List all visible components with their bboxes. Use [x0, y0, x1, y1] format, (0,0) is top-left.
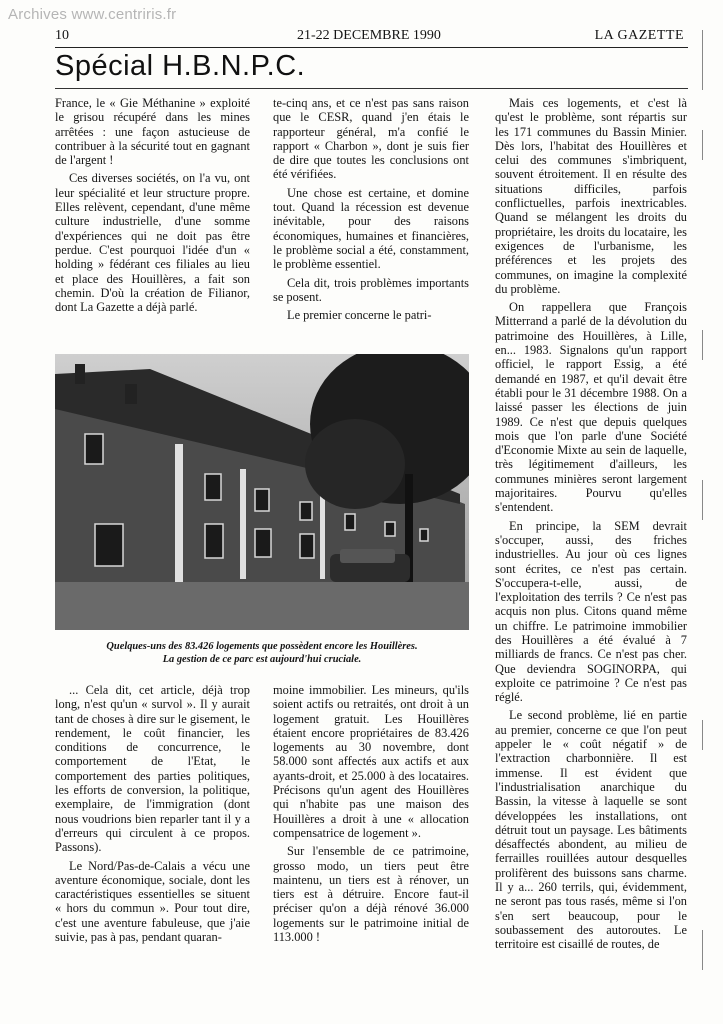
- scan-edge-mark: [702, 480, 709, 520]
- column-2-bottom: [273, 683, 469, 948]
- archive-watermark: Archives www.centriris.fr: [8, 6, 177, 23]
- scan-edge-mark: [702, 130, 709, 160]
- paragraph: Mais ces logements, et c'est là qu'est le problème, sont répartis sur les 171 communes du Bassin Minier. Dès lors, l'habitat des Houillères et celui des communes s'imbriquent, souvent étroitement. Il en résulte des situations difficiles, parfois conflictuelles, parfois inextricables. Quand se mélangent les droits du propriétaire, les droits du locataire, les exigences de l'urbanisme, les préférences et les projets des communes, on imagine la complexité du problème.: [495, 96, 687, 296]
- miners-houses-illustration: [55, 354, 469, 630]
- column-2-top: [273, 96, 469, 326]
- page-header: [55, 28, 688, 48]
- issue-date: 21-22 DECEMBRE 1990: [297, 28, 441, 43]
- paragraph: Une chose est certaine, et domine tout. Quand la récession est devenue inévitable, pour des raisons économiques, humaines et financières, le problème social a été, constamment, le problème essentiel.: [273, 185, 469, 272]
- title-rule: [55, 88, 688, 89]
- scan-edge-mark: [702, 30, 709, 90]
- column-3: [495, 96, 687, 956]
- paragraph: France, le « Gie Méthanine » exploité le grisou récupéré dans les mines arrêtées : une façon astucieuse de contribuer à la sécurité tout en gagnant de l'argent !: [55, 96, 250, 168]
- paragraph: Sur l'ensemble de ce patrimoine, grosso modo, un tiers peut être maintenu, un tiers est à rénover, un tiers est à détruire. Encore faut-il préciser qu'on a déjà rénové 36.000 logements sur le patrimoine initial de 113.000 !: [273, 844, 469, 945]
- page-number: 10: [55, 28, 69, 43]
- caption-line: La gestion de ce parc est aujourd'hui cruciale.: [162, 653, 362, 665]
- paragraph: Ces diverses sociétés, on l'a vu, ont leur spécialité et leur structure propre. Elles relèvent, cependant, d'une même culture industrielle, d'une somme d'expériences qui ne doit pas être perdue. C'est pourquoi l'idée d'un « holding » fédérant ces filiales au lieu et place des Houillères, a fait son chemin. D'où la création de Filianor, dont La Gazette a déjà parlé.: [55, 171, 250, 315]
- paragraph: moine immobilier. Les mineurs, qu'ils soient actifs ou retraités, ont droit à un logement gratuit. Les Houillères étaient encore propriétaires de 83.426 logements au 30 novembre, dont 58.000 sont affectés aux actifs et aux ayants-droit, et 25.000 à des locataires. Précisons qu'un agent des Houillères qui n'habite pas une maison des Houillères a droit à une « allocation compensatrice de logement ».: [273, 683, 469, 840]
- publication-name: LA GAZETTE: [594, 28, 684, 43]
- scan-edge-mark: [702, 930, 709, 970]
- paragraph: ... Cela dit, cet article, déjà trop long, n'est qu'un « survol ». Il y aurait tant de choses à dire sur le gisement, le rendement, le coût financier, les conditions de concurrence, le comportement de l'Etat, le comportement des parties politiques, les efforts de conversion, la politique, exemplaire, de l'immigration (dont nous voudrions bien reparler tant il y a d'erreurs qui circulent à ce propos. Passons).: [55, 683, 250, 855]
- column-1-top: [55, 96, 250, 318]
- header-rule: [55, 47, 688, 48]
- housing-photo: [55, 354, 469, 630]
- paragraph: te-cinq ans, et ce n'est pas sans raison que le CESR, quand j'en étais le rapporteur général, m'a confié le rapport « Charbon », dont je suis fier de dire que toutes les conclusions ont été vérifiées.: [273, 96, 469, 182]
- scan-edge-mark: [702, 720, 709, 750]
- photo-caption: [55, 641, 469, 666]
- paragraph: Cela dit, trois problèmes importants se posent.: [273, 275, 469, 304]
- paragraph: Le premier concerne le patri-: [287, 308, 432, 323]
- column-1-bottom: [55, 683, 250, 948]
- caption-line: Quelques-uns des 83.426 logements que possèdent encore les Houillères.: [106, 641, 418, 652]
- paragraph: Le Nord/Pas-de-Calais a vécu une aventure économique, sociale, dont les caractéristiques essentielles se situent « hors du commun ». Pour tout dire, c'est une aventure fabuleuse, que j'aie suivie, pas à pas, pendant quaran-: [55, 858, 250, 945]
- paragraph: En principe, la SEM devrait s'occuper, aussi, des friches industrielles. Au jour où ces lignes sont écrites, ce n'est pas certain. S'occupera-t-elle, aussi, de l'exploitation des terrils ? Ce n'est pas acquis non plus. Citons quand même un chiffre. Le patrimoine immobilier des Houillères a été évalué à 7 milliards de francs. Ce n'est pas cher. Que deviendra SOGINORPA, qui exploite ce patrimoine ? Ce n'est pas réglé.: [495, 518, 687, 705]
- paragraph: Le second problème, lié en partie au premier, concerne ce que l'on peut appeler le « coût négatif » de l'extraction charbonnière. Il est immense. Il est évident que l'industrialisation anarchique du Bassin, la vitesse à laquelle se sont développées les installations, ont détruit tout un paysage. Les bâtiments désaffectés abondent, au milieu de ferrailles rouillées autour desquelles prolifèrent des buissons sans charme. Il y a... 260 terrils, qui, évidemment, ne seront pas tous rasés, même si l'on s'en sert beaucoup, pour le soubassement des autoroutes. Le territoire est cisaillé de routes, de: [495, 708, 687, 952]
- section-title: Spécial H.B.N.P.C.: [55, 50, 306, 82]
- paragraph: On rappellera que François Mitterrand a parlé de la dévolution du patrimoine des Houillères, à Lille, en... 1983. Signalons qu'un rapport officiel, le rapport Essig, a été demandé en 1987, et qu'il devait être établi pour le 31 décembre 1988. On a laissé passer les élections de juin 1989. Ce n'est que depuis quelques mois que l'on parle d'une Société d'Economie Mixte au sein de laquelle, très légitimement d'ailleurs, les communes minières seront largement majoritaires. Pourvu qu'elles s'entendent.: [495, 300, 687, 515]
- scan-edge-mark: [702, 330, 709, 360]
